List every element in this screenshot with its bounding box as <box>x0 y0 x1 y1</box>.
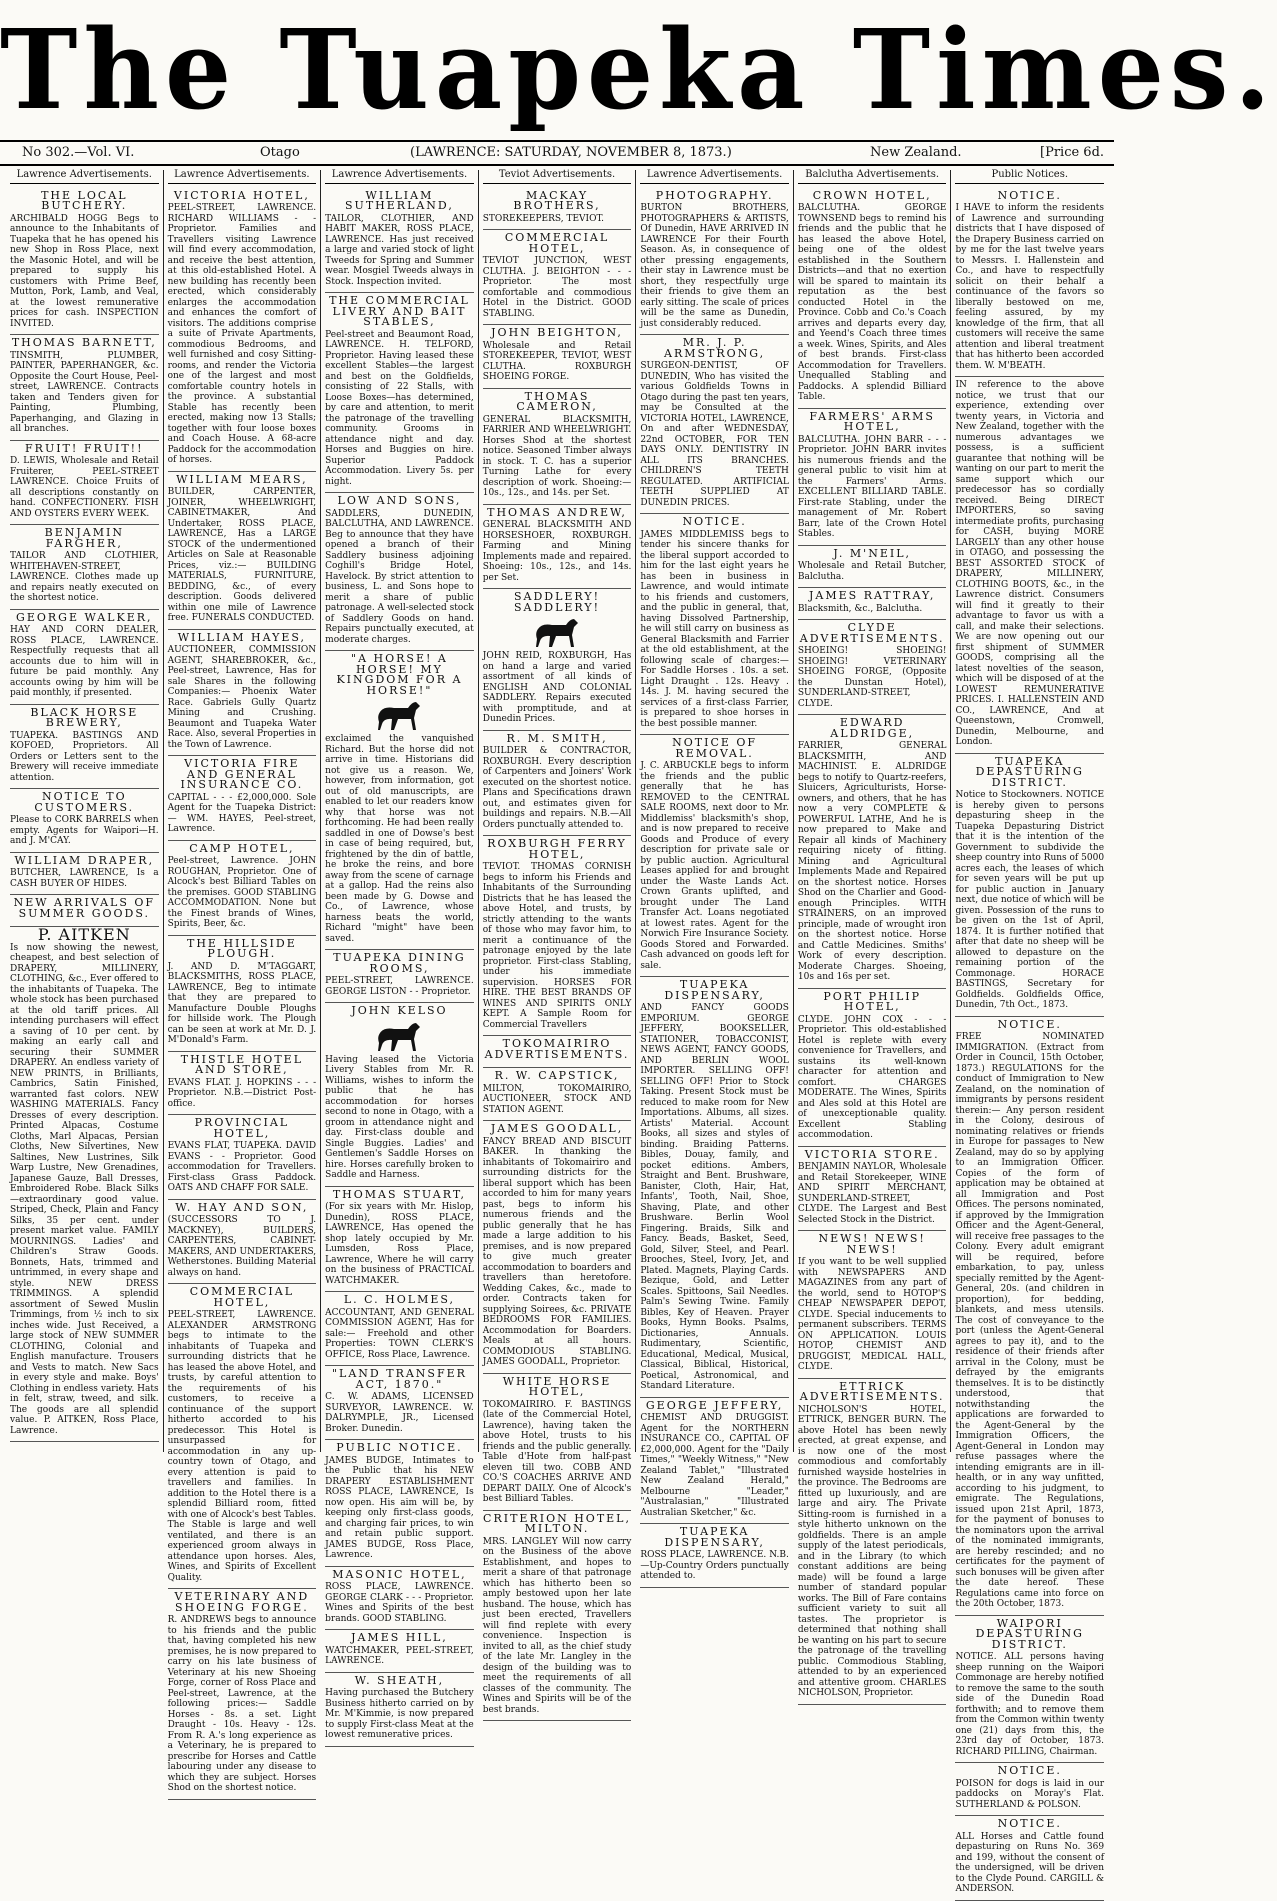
advertisement-text: ALL Horses and Cattle found depasturing on Runs No. 369 and 199, without the consent of the undersigned, will be driven to the Clyde Pound. CARGILL & ANDERSON. <box>955 1831 1105 1894</box>
advertisement-title: BENJAMIN FARGHER, <box>44 526 124 550</box>
masthead <box>0 0 1277 140</box>
advertisement-text: Blacksmith, &c., Balclutha. <box>797 603 923 614</box>
advertisement-title: "A HORSE! A HORSE! MY KINGDOM FOR A HORSE!" <box>336 652 463 697</box>
advertisement-text: BUTCHER, LAWRENCE, Is a CASH BUYER OF HIDES. <box>10 868 159 889</box>
advertisement-text: PEEL-STREET, LAWRENCE. RICHARD WILLIAMS - - Proprietor. Families and Travellers visiting Lawrence will find every accommodation, and receive the best attention, at this old-established Hotel. A new building has recently been erected, which considerably enlarges the accommodation and enhances the comfort of visitors. The additions comprise a suite of Private Apartments, commodious Bedrooms, and well furnished and cosy Sitting-rooms, and render the Victoria one of the largest and most comfortable country hotels in the province. A substantial Stable has recently been erected, making now 13 Stalls; together with four loose boxes and Coach House. A 68-acre Paddock for the accommodation of horses. <box>167 203 317 465</box>
advertisement <box>325 293 474 493</box>
advertisement-text: BALCLUTHA. JOHN BARR - - - Proprietor. JOHN BARR invites his numerous friends and the general public to visit him at the Farmers' Arms. EXCELLENT BILLIARD TABLE. First-rate Stabling, under the management of Mr. Robert Barr, late of the Crown Hotel Stables. <box>797 434 947 539</box>
advertisement-text: J. C. ARBUCKLE begs to inform the friends and the public generally that he has REMOVED to the CENTRAL SALE ROOMS, next door to Mr. Middlemiss' blacksmith's shop, and is now prepared to receive Goods and Produce of every description for private sale or by public auction. Agricultural Leases applied for and brought under the Waste Lands Act. Crown Grants uplifted, and brought under The Land Transfer Act. Loans negotiated at lowest rates. Agent for the Norwich Fire Insurance Society. Goods Stored and Forwarded. Cash advanced on goods left for sale. <box>640 761 789 971</box>
advertisement <box>483 836 632 1036</box>
advertisement-title: MACKAY BROTHERS, <box>513 188 601 212</box>
advertisement-title: THE HILLSIDE PLOUGH. <box>187 936 297 960</box>
advertisement-title: ETTRICK ADVERTISEMENTS. <box>799 1379 945 1403</box>
advertisement <box>168 841 317 936</box>
advertisement <box>798 546 947 589</box>
advertisement <box>483 505 632 590</box>
advertisement-text: R. ANDREWS begs to announce to his friends and the public that, having completed his new premises, he is now prepared to carry on his late business of Veterinary at his new Shoeing Forge, corner of Ross Place and Peel-street, Lawrence, at the following prices:— Saddle Horses - 8s. a set. Light Draught - 10s. Heavy - 12s. From R. A.'s long experience as a Veterinary, he is prepared to prescribe for Horses and Cattle labouring under any disease to which they are subject. Horses Shod on the shortest notice. <box>167 1615 317 1793</box>
advertisement-text: AUCTIONEER, COMMISSION AGENT, SHAREBROKER, &c., Peel-street, Lawrence, Has for sale Shares in the following Companies:— Phoenix Water Race. Gabriels Gully Quartz Mining and Crushing. Beaumont and Tuapeka Water Race. Also, several Properties in the Town of Lawrence. <box>167 645 317 750</box>
advertisement-title: PORT PHILIP HOTEL, <box>823 989 922 1013</box>
advertisement <box>168 1589 317 1800</box>
column-heading: Lawrence Advertisements. <box>10 170 159 184</box>
advertisement-text: TINSMITH, PLUMBER, PAINTER, PAPERHANGER, &c. Opposite the Court House, Peel-street, LAWRENCE. Contracts taken and Tenders given for Painting, Plumbing, Paperhanging, and Glazing in all branches. <box>10 350 159 434</box>
column-1 <box>6 170 164 1452</box>
advertisement <box>483 589 632 731</box>
advertisement <box>798 588 947 620</box>
advertisement <box>325 1366 474 1440</box>
advertisement-text: J. AND D. M'TAGGART, BLACKSMITHS, ROSS PLACE, LAWRENCE, Beg to intimate that they are prepared to Manufacture Double Ploughs for hillside work. The Plough can be seen at work at Mr. D. J. M'Donald's Farm. <box>167 961 317 1045</box>
advertisement-title: R. W. CAPSTICK, <box>494 1069 620 1082</box>
advertisement-title: NEW ARRIVALS OF SUMMER GOODS. <box>13 896 156 920</box>
advertisement-title: PHOTOGRAPHY. <box>655 188 774 202</box>
horse-icon <box>374 698 424 732</box>
advertisement-title: "LAND TRANSFER ACT, 1870." <box>331 1367 467 1391</box>
advertisement-title: CRITERION HOTEL, MILTON. <box>483 1511 631 1535</box>
advertisement-text: FARRIER, GENERAL BLACKSMITH, AND MACHINIST. E. ALDRIDGE begs to notify to Quartz-reefers, Sluicers, Agriculturists, Horse-owners, and others, that he has now a very COMPLETE & POWERFUL LATHE, And he is now prepared to Make and Repair all kinds of Machinery requiring nicety of fitting. Mining and Agricultural Implements Made and Repaired on the shortest notice. Horses Shod on the Charlier and Good-enough Principles. WITH STRAINERS, on an improved principle, made of wrought iron on the shortest notice. Horse and Cattle Medicines. Smiths' Work of every description. Moderate Charges. Shoeing, 10s and 16s per set. <box>797 741 947 982</box>
column-heading: Lawrence Advertisements. <box>325 170 474 184</box>
advertisement-text: BALCLUTHA. GEORGE TOWNSEND begs to remind his friends and the public that he has leased the above Hotel, being one of the oldest established in the Southern Districts—and that no exertion will be spared to maintain its reputation as the best conducted Hotel in the Province. Cobb and Co.'s Coach arrives and departs every day, and Yeend's Coach three times a week. Wines, Spirits, and Ales of best brands. First-class Accommodation for Travellers. Unequalled Stabling and Paddocks. A splendid Billiard Table. <box>797 203 947 402</box>
advertisement-text: I HAVE to inform the residents of Lawrence and surrounding districts that I have disposed of the Drapery Business carried on by me for the last twelve years to Messrs. I. Hallenstein and Co., and have to respectfully solicit on their behalf a continuance of the favors so liberally bestowed on me, feeling assured, by my knowledge of the firm, that all customers will receive the same attention and liberal treatment that has hitherto been accorded them. W. M'BEATH. <box>955 203 1105 371</box>
advertisement-title: PROVINCIAL HOTEL, <box>194 1116 290 1140</box>
advertisement-title: NOTICE. <box>682 515 747 528</box>
advertisement <box>483 1374 632 1511</box>
advertisement-title: TOKOMAIRIRO ADVERTISEMENTS. <box>484 1037 630 1061</box>
advertisement-text: JOHN REID, ROXBURGH, Has on hand a large and varied assortment of all kinds of ENGLISH AND COLONIAL SADDLERY. Repairs executed with promptitude, and at Dunedin Prices. <box>482 651 632 724</box>
advertisement-title: NOTICE OF REMOVAL. <box>672 736 758 760</box>
advertisement-text: BUILDER, CARPENTER, JOINER, WHEELWRIGHT, CABINETMAKER, And Undertaker, ROSS PLACE, LAWRENCE, Has a LARGE STOCK of the undermentioned Articles on Sale at Reasonable Prices, viz.:— BUILDING MATERIALS, FURNITURE, BEDDING, &c., of every description. Goods delivered within one mile of Lawrence free. FUNERALS CONDUCTED. <box>167 487 317 623</box>
column-6 <box>794 169 952 1698</box>
advertisement <box>168 188 317 472</box>
advertisement-text: STOREKEEPERS, TEVIOT. <box>482 213 605 224</box>
advertisement-text: SHOEING! SHOEING! SHOEING! VETERINARY SHOEING FORGE, (Opposite the Dunstan Hotel), SUNDERLAND-STREET, CLYDE. <box>797 646 947 709</box>
columns <box>6 169 1108 1894</box>
advertisement <box>955 1763 1104 1816</box>
advertisement-title: GEORGE JEFFERY, <box>645 1398 784 1412</box>
advertisement <box>168 1115 317 1200</box>
advertisement <box>168 936 317 1052</box>
advertisement <box>325 1673 474 1747</box>
advertisement <box>10 853 159 896</box>
advertisement <box>10 441 159 526</box>
advertisement-text: GENERAL BLACKSMITH AND HORSESHOER, ROXBURGH. Farming and Mining Implements made and repaired. Shoeing: 10s., 12s., and 14s. per Set. <box>482 520 632 583</box>
advertisement-text: NOTICE. ALL persons having sheep running on the Waipori Commonage are hereby notified to remove the same to the south side of the Dunedin Road forthwith; and to remove them from the Common within twenty one (21) days from this, the 23rd day of October, 1873. RICHARD PILLING, Chairman. <box>955 1652 1105 1757</box>
advertisement-title: THOMAS CAMERON, <box>516 389 598 413</box>
advertisement-text: Peel-street and Beaumont Road, LAWRENCE. H. TELFORD, Proprietor. Having leased these excellent Stables—the largest and best on the Goldfields, consisting of 22 Stalls, with Loose Boxes—has determined, by care and attention, to merit the patronage of the travelling community. Grooms in attendance night and day. Horses and Buggies on hire. Superior Paddock Accommodation. Livery 5s. per night. <box>325 329 474 487</box>
advertisement-title: CLYDE ADVERTISEMENTS. <box>799 621 945 645</box>
advertisement-title: COMMERCIAL HOTEL, <box>504 231 610 255</box>
advertisement-text: GENERAL BLACKSMITH, FARRIER AND WHEELWRIGHT. Horses Shod at the shortest notice. Seasoned Timber always in stock. T. C. has a superior Turning Lathe for every description of work. Shoeing:—10s., 12s., and 14s. per Set. <box>482 414 632 498</box>
advertisement-title: VICTORIA FIRE AND GENERAL INSURANCE CO. <box>180 757 304 791</box>
column-2 <box>164 169 322 1793</box>
advertisement <box>10 188 159 336</box>
advertisement-text: HAY AND CORN DEALER, ROSS PLACE, LAWRENCE. Respectfully requests that all accounts due to him will in future be paid monthly. Any accounts owing by him will be paid monthly, if presented. <box>10 625 159 698</box>
advertisement-title: WILLIAM DRAPER, <box>14 853 155 867</box>
advertisement <box>483 389 632 505</box>
advertisement <box>325 1567 474 1631</box>
advertisement-title: CROWN HOTEL, <box>812 188 932 202</box>
advertisement-text: Peel-street, Lawrence. JOHN ROUGHAN, Proprietor. One of Alcock's best Billiard Tables on the premises. GOOD STABLING ACCOMMODATION. None but the Finest brands of Wines, Spirits, Beer, &c. <box>167 856 317 929</box>
advertisement <box>325 1440 474 1567</box>
column-3 <box>321 169 479 1740</box>
advertisement <box>483 325 632 389</box>
advertisement-title: TUAPEKA DINING ROOMS, <box>333 951 466 975</box>
advertisement-title: JAMES RATTRAY, <box>809 589 936 602</box>
advertisement-title: NOTICE TO CUSTOMERS. <box>34 790 135 814</box>
advertisement-title: EDWARD ALDRIDGE, <box>830 716 915 740</box>
advertisement-title: NOTICE. <box>997 1764 1062 1777</box>
advertisement-text: JAMES BUDGE, Intimates to the Public that his NEW DRAPERY ESTABLISHMENT ROSS PLACE, LAWRENCE, Is now open. His aim will be, by keeping only first-class goods, and charging fair prices, to win and retain public support. JAMES BUDGE, Ross Place, Lawrence. <box>325 1455 474 1560</box>
advertisement-text: TAILOR AND CLOTHIER, WHITEHAVEN-STREET, LAWRENCE. Clothes made up and repairs neatly executed on the shortest notice. <box>10 551 159 603</box>
advertisement <box>955 1616 1104 1764</box>
advertisement-text: EVANS FLAT, TUAPEKA. DAVID EVANS - - Proprietor. Good accommodation for Travellers. First-class Grass Paddock. OATS AND CHAFF FOR SALE. <box>167 1141 317 1193</box>
advertisement-title: WILLIAM SUTHERLAND, <box>345 188 454 212</box>
advertisement-text: exclaimed the vanquished Richard. But the horse did not arrive in time. Historians did not give us a reason. We, however, from information, got out of old manuscripts, are enabled to let our readers know why that horse was not forthcoming. He had been really saddled in one of Dowse's best in case of being required, but, frightened by the din of battle, he broke the reins, and bore away from the scene of carnage at a gallop. Had the reins also been made by G. Dowse and Co., of Lawrence, whose harness beats the world, Richard "might" have been saved. <box>325 734 474 944</box>
advertisement-title: VETERINARY AND SHOEING FORGE. <box>174 1590 310 1614</box>
advertisement <box>325 950 474 1003</box>
advertisement <box>798 989 947 1147</box>
advertisement <box>955 1017 1104 1616</box>
column-5 <box>636 169 794 1581</box>
advertisement-title: BLACK HORSE BREWERY, <box>30 705 139 729</box>
column-heading: Lawrence Advertisements. <box>168 170 317 184</box>
advertisement-title: WHITE HORSE HOTEL, <box>502 1374 612 1398</box>
advertisement <box>798 715 947 989</box>
advertisement-title: SADDLERY! SADDLERY! <box>513 590 601 614</box>
advertisement-text: ARCHIBALD HOGG Begs to announce to the Inhabitants of Tuapeka that he has opened his new Shop in Ross Place, next the Masonic Hotel, and will be prepared to supply his customers with Prime Beef, Mutton, Pork, Lamb, and Veal, at the lowest remunerative prices for cash. INSPECTION INVITED. <box>10 213 159 329</box>
advertisement-title: L. C. HOLMES, <box>343 1293 456 1306</box>
advertisement-title: LOW AND SONS, <box>337 494 462 507</box>
advertisement <box>955 188 1104 378</box>
advertisement-text: NICHOLSON'S HOTEL, ETTRICK, BENGER BURN. The above Hotel has been newly erected, at great expense, and is now one of the most commodious and comfortably furnished wayside hostelries in the province. The Bedrooms are fitted up luxuriously, and are large and airy. The Private Sitting-room is furnished in a style hitherto unknown on the goldfields. There is an ample supply of the latest periodicals, and in the Library (to which constant additions are being made) will be found a large number of standard popular works. The Bill of Fare contains sufficient variety to suit all tastes. The proprietor is determined that nothing shall be wanting on his part to secure the patronage of the travelling public. Commodious Stabling, attended to by an experienced and attentive groom. CHARLES NICHOLSON, Proprietor. <box>797 1404 947 1698</box>
advertisement-title: NOTICE. <box>997 1017 1062 1031</box>
price: [Price 6d. <box>1040 145 1105 160</box>
advertisement-title: TUAPEKA DISPENSARY, <box>664 978 765 1002</box>
advertisement-text: SADDLERS, DUNEDIN, BALCLUTHA, AND LAWRENCE. Beg to announce that they have opened a branch of their Saddlery business adjoining Coghill's Bridge Hotel, Havelock. By strict attention to business, L. and Sons hope to merit a share of public patronage. A well-selected stock of Saddlery Goods on hand. Repairs punctually executed, at moderate charges. <box>325 508 474 645</box>
country: New Zealand. <box>870 145 962 160</box>
advertisement-text: AND FANCY GOODS EMPORIUM. GEORGE JEFFERY, BOOKSELLER, STATIONER, TOBACCONIST, NEWS AGENT, FANCY GOODS, AND BERLIN WOOL IMPORTER. SELLING OFF! SELLING OFF! Prior to Stock Taking. Present Stock must be reduced to make room for New Importations. Albums, all sizes. Artists' Material. Account Books, all sizes and styles of binding. Braiding Patterns. Bibles, Douay, family, and pocket editions. Ambers, Straight and Bent. Brushware, Banister, Cloth, Hair, Hat, Infants', Tooth, Nail, Shoe, Shaving, Plate, and other Brushware. Berlin Wool Fingering. Braids, Silk and Fancy. Beads, Basket, Seed, Gold, Silver, Steel, and Pearl. Brooches, Steel, Ivory, Jet, and Plated. Magnets, Playing Cards. Bezique, Gold, and Letter Scales. Spittoons, Sail Needles. Palm's Sewing Twine. Family Bibles, Key of Heaven. Prayer Books, Hymn Books. Psalms, Dictionaries, Annuals. Rudimentary, Scientific, Educational, Medical, Musical, Classical, Biblical, Historical, Poetical, Astronomical, and Standard Literature. <box>640 1003 789 1391</box>
horse-icon <box>532 615 582 649</box>
newspaper-title: The Tuapeka Times. <box>0 5 1277 135</box>
advertisement <box>325 1292 474 1366</box>
advertisement <box>168 630 317 757</box>
advertisement-text: FANCY BREAD AND BISCUIT BAKER. In thanking the inhabitants of Tokomairiro and surrounding districts for the liberal support which has been accorded to him for many years past, begs to inform his numerous friends and the public generally that he has made a large addition to his premises, and is now prepared to give much greater accommodation to boarders and travellers than heretofore. Wedding Cakes, &c., made to order. Contracts taken for supplying Soirees, &c. PRIVATE BEDROOMS FOR FAMILIES. Accommodation for Boarders. Meals at all hours. COMMODIOUS STABLING. JAMES GOODALL, Proprietor. <box>482 1136 632 1367</box>
advertisement-title: W. HAY AND SON, <box>175 1200 309 1214</box>
advertisement-text: WATCHMAKER, PEEL-STREET, LAWRENCE. <box>325 1645 474 1666</box>
advertisement-text: JAMES MIDDLEMISS begs to tender his sincere thanks for the liberal support accorded to him for the last eight years he has been in business in Lawrence, and would intimate to his friends and customers, and the public in general, that, having Dissolved Partnership, he will still carry on business as General Blacksmith and Farrier at the old establishment, at the following scale of charges:— For Saddle Horses . 10s. a set. Light Draught . 12s. Heavy . 14s. J. M. having secured the services of a first-class Farrier, is prepared to shoe horses in the best possible manner. <box>640 529 789 729</box>
advertisement <box>10 705 159 790</box>
advertisement <box>168 1200 317 1285</box>
advertisement <box>325 493 474 651</box>
advertisement <box>325 1630 474 1673</box>
column-heading: Teviot Advertisements. <box>483 170 632 184</box>
advertisement-title: VICTORIA STORE. <box>804 1147 940 1161</box>
advertisement-title: WILLIAM HAYES, <box>177 630 307 644</box>
column-7 <box>951 169 1108 1894</box>
advertisement-text: Is now showing the newest, cheapest, and best selection of DRAPERY, MILLINERY, CLOTHING, &c., Ever offered to the inhabitants of Tuapeka. The whole stock has been purchased at the old tariff prices. All intending purchasers will effect a saving of 10 per cent. by making an early call and securing their SUMMER DRAPERY. An endless variety of NEW PRINTS, in Brilliants, Cambrics, Satin Finished, warranted fast colors. NEW WASHING MATERIALS. Fancy Dresses of every description. Printed Alpacas, Costume Cloths, Marl Alpacas, Persian Cloths, New Silvertines, New Saltines, New Lustrines, Silk Warp Lustre, New Grenadines, Japanese Gauze, Ball Dresses, Embroidered Robe. Black Silks—extraordinary good value. Striped, Check, Plain and Fancy Silks, 35 per cent. under present market value. FAMILY MOURNINGS. Ladies' and Children's Straw Goods. Bonnets, Hats, trimmed and untrimmed, in every shape and style. NEW DRESS TRIMMINGS. A splendid assortment of Sewed Muslin Trimmings, from ½ inch to six inches wide. Just Received, a large stock of NEW SUMMER CLOTHING, Colonial and English manufacture. Trousers and Vests to match. New Sacs in every style and make. Boys' Clothing in endless variety. Hats in felt, straw, tweed, and silk. The goods are all splendid value. P. AITKEN, Ross Place, Lawrence. <box>10 942 159 1436</box>
advertisement <box>168 1052 317 1116</box>
advertisement <box>955 754 1104 1017</box>
advertisement-text: CLYDE. JOHN COX - - - Proprietor. This old-established Hotel is replete with every convenience for Travellers, and sustains its well-known character for attention and comfort. CHARGES MODERATE. The Wines, Spirits and Ales sold at this Hotel are of unexceptionable quality. Excellent Stabling accommodation. <box>797 1014 947 1140</box>
issue-number: No 302.—Vol. VI. <box>22 145 135 160</box>
advertisement-title: GEORGE WALKER, <box>16 610 153 624</box>
advertisement <box>798 409 947 546</box>
advertisement-text: ACCOUNTANT, AND GENERAL COMMISSION AGENT, Has for sale:— Freehold and other Properties: TOWN CLERK'S OFFICE, Ross Place, Lawrence. <box>325 1307 474 1360</box>
advertisement-text: TAILOR, CLOTHIER, AND HABIT MAKER, ROSS PLACE, LAWRENCE. Has just received a large and varied stock of light Tweeds for Spring and Summer wear. Mosgiel Tweeds always in Stock. Inspection invited. <box>325 213 474 287</box>
advertisement <box>798 1147 947 1232</box>
advertisement-title: JOHN KELSO <box>351 1004 448 1017</box>
advertisement-title: TUAPEKA DISPENSARY, <box>664 1525 765 1549</box>
advertisement-text: MRS. LANGLEY Will now carry on the Business of the above Establishment, and hopes to merit a share of that patronage which has hitherto been so amply bestowed upon her late husband. The house, which has just been erected, Travellers will find replete with every convenience. Inspection is invited to all, as the chief study of the late Mr. Langley in the design of the building was to meet the requirements of all classes of the community. The Wines and Spirits will be of the best brands. <box>482 1536 632 1715</box>
advertisement <box>483 731 632 837</box>
advertisement <box>640 1524 789 1588</box>
advertisement <box>955 1816 1104 1901</box>
advertisement-title: VICTORIA HOTEL, <box>173 188 310 202</box>
column-4 <box>479 169 637 1715</box>
advertisement-text: PEEL-STREET, LAWRENCE. ALEXANDER ARMSTRONG begs to intimate to the inhabitants of Tuapeka and surrounding districts that he has leased the above Hotel, and trusts, by careful attention to the requirements of his customers, to receive a continuance of the support hitherto accorded to his predecessor. This Hotel is unsurpassed for accommodation in any up-country town of Otago, and every attention is paid to travellers and families. In addition to the Hotel there is a splendid Billiard room, fitted with one of Alcock's best Tables. The Stable is large and well ventilated, and there is an experienced groom always in attendance upon horses. Ales, Wines, and Spirits of Excellent Quality. <box>167 1310 317 1583</box>
advertisement <box>640 514 789 735</box>
advertisement-title: THE LOCAL BUTCHERY. <box>41 188 128 212</box>
advertisement <box>640 977 789 1398</box>
advertisement-text: If you want to be well supplied with NEWSPAPERS AND MAGAZINES from any part of the world, send to HOTOP'S CHEAP NEWSPAPER DEPOT, CLYDE. Special inducements to permanent subscribers. TERMS ON APPLICATION. LOUIS HOTOP, CHEMIST AND DRUGGIST, MEDICAL HALL, CLYDE. <box>797 1257 947 1372</box>
advertisement-text: TOKOMAIRIRO. F. BASTINGS (late of the Commercial Hotel, Lawrence), having taken the above Hotel, trusts to his friends and the public generally. Table d'Hote from half-past eleven till two. COBB AND CO.'S COACHES ARRIVE AND DEPART DAILY. One of Alcock's best Billiard Tables. <box>482 1399 632 1504</box>
advertisement-title: WILLIAM MEARS, <box>176 472 308 486</box>
advertisement-title: JOHN BEIGHTON, <box>491 326 623 339</box>
advertisement <box>955 377 1104 754</box>
advertisement <box>10 525 159 610</box>
advertisement-title: THOMAS STUART, <box>332 1187 467 1201</box>
advertisement-text: FREE NOMINATED IMMIGRATION. (Extract from Order in Council, 15th October, 1873.) REGULATIONS for the conduct of Immigration to New Zealand, on the nomination of immigrants by persons resident therein:— Any person resident in the Colony, desirous of nominating relatives or friends in Europe for passages to New Zealand, may do so by applying to an Immigration Officer. Copies of the form of application may be obtained at all Immigration and Post Offices. The persons nominated, if approved by the Immigration Officer and the Agent-General, will receive free passages to the Colony. Every adult emigrant will be required, before embarkation, to pay, unless specially remitted by the Agent-General, 20s. (and children in proportion), for bedding, blankets, and mess utensils. The cost of conveyance to the port (unless the Agent-General agrees to pay it), and to the residence of their friends after arrival in the Colony, must be defrayed by the emigrants themselves. It is to be distinctly understood, that notwithstanding the applications are forwarded to the Agent-General by the Immigration Officers, the Agent-General in London may refuse passages where the intending emigrants are in ill-health, or in any way unfitted, according to his judgment, to emigrate. The Regulations, issued upon 21st April, 1873, for the payment of bonuses to the nominators upon the arrival of the nominated immigrants, are hereby rescinded; and no certificates for the payment of such bonuses will be given after the date hereof. These Regulations came into force on the 20th October, 1873. <box>955 1032 1105 1609</box>
advertisement <box>640 735 789 977</box>
advertisement <box>483 1511 632 1722</box>
advertisement <box>798 1231 947 1379</box>
advertisement <box>168 472 317 630</box>
advertisement <box>10 789 159 853</box>
advertisement <box>483 1036 632 1068</box>
advertisement-title: R. M. SMITH, <box>506 731 608 745</box>
advertisement-title: FARMERS' ARMS HOTEL, <box>809 409 935 433</box>
advertisement-text: EVANS FLAT. J. HOPKINS - - - Proprietor. N.B.—District Post-office. <box>167 1077 317 1109</box>
advertisement-text: BENJAMIN NAYLOR, Wholesale and Retail Storekeeper, WINE AND SPIRIT MERCHANT, SUNDERLAND-STREET, CLYDE. The Largest and Best Selected Stock in the District. <box>797 1162 947 1225</box>
advertisement <box>798 188 947 409</box>
advertisement <box>325 1003 474 1187</box>
advertisement-text: TUAPEKA. BASTINGS AND KOFOED, Proprietors. All Orders or Letters sent to the Brewery will receive immediate attention. <box>10 730 159 783</box>
dateline <box>0 140 1114 166</box>
advertisement <box>10 610 159 705</box>
advertisement-text: Wholesale and Retail STOREKEEPER, TEVIOT, WEST CLUTHA. ROXBURGH SHOEING FORGE. <box>482 340 632 382</box>
advertisement-text: (For six years with Mr. Hislop, Dunedin), ROSS PLACE, LAWRENCE, Has opened the shop lately occupied by Mr. Lumsden, Ross Place, Lawrence, Where he will carry on the business of PRACTICAL WATCHMAKER. <box>325 1202 474 1286</box>
advertisement <box>483 230 632 325</box>
advertisement-title: THOMAS ANDREW, <box>487 505 627 519</box>
advertisement-text: Having purchased the Butchery Business hitherto carried on by Mr. M'Kimmie, is now prepared to supply First-class Meat at the lowest remunerative prices. <box>325 1688 474 1740</box>
advertisement <box>483 1121 632 1374</box>
advertisement-title: NOTICE. <box>997 1817 1062 1830</box>
advertisement-text: ROSS PLACE, LAWRENCE. N.B.—Up-Country Orders punctually attended to. <box>640 1550 789 1581</box>
advertisement-title: W. SHEATH, <box>354 1673 445 1687</box>
advertisement-text: POISON for dogs is laid in our paddocks on Moray's Flat. SUTHERLAND & POLSON. <box>955 1778 1105 1810</box>
advertisement <box>168 756 317 841</box>
advertisement-title: ROXBURGH FERRY HOTEL, <box>487 837 627 861</box>
advertisement-title: JAMES HILL, <box>351 1631 448 1644</box>
advertisement-text: C. W. ADAMS, LICENSED SURVEYOR, LAWRENCE. W. DALRYMPLE, JR., Licensed Broker. Dunedin. <box>325 1392 474 1434</box>
advertisement <box>10 895 159 927</box>
advertisement-text: D. LEWIS, Wholesale and Retail Fruiterer, PEEL-STREET LAWRENCE. Choice Fruits of all descriptions constantly on hand. CONFECTIONERY. FISH AND OYSTERS EVERY WEEK. <box>10 456 159 519</box>
advertisement-title: MR. J. P. ARMSTRONG, <box>664 336 766 360</box>
advertisement-text: ROSS PLACE, LAWRENCE. GEORGE CLARK - - - Proprietor. Wines and Spirits of the best brands. GOOD STABLING. <box>325 1582 474 1624</box>
advertisement <box>640 188 789 336</box>
advertisement <box>483 188 632 231</box>
advertisement-title: COMMERCIAL HOTEL, <box>189 1285 295 1309</box>
advertisement-text: BUILDER & CONTRACTOR, ROXBURGH. Every description of Carpenters and Joiners' Work executed on the shortest notice. Plans and Specifications drawn out, and estimates given for buildings and repairs. N.B.—All Orders punctually attended to. <box>482 746 632 830</box>
advertisement-text: (SUCCESSORS TO J. MACKNEY), BUILDERS, CARPENTERS, CABINET-MAKERS, AND UNDERTAKERS, Wetherstones. Building Material always on hand. <box>167 1215 317 1278</box>
advertisement <box>798 620 947 715</box>
advertisement <box>640 335 789 514</box>
advertisement <box>798 1379 947 1705</box>
place: Otago <box>260 145 300 160</box>
advertisement <box>10 335 159 441</box>
advertisement-title: MASONIC HOTEL, <box>332 1567 467 1581</box>
issue-date: (LAWRENCE: SATURDAY, NOVEMBER 8, 1873.) <box>410 145 732 160</box>
advertisement-title: J. M'NEIL, <box>833 546 911 560</box>
advertisement-text: Please to CORK BARRELS when empty. Agents for Waipori—H. and J. M'CAY. <box>10 815 159 846</box>
advertisement-title: THISTLE HOTEL AND STORE, <box>180 1052 303 1076</box>
advertisement-text: Wholesale and Retail Butcher, Balclutha. <box>797 561 947 582</box>
advertisement-title: WAIPORI DEPASTURING DISTRICT. <box>975 1616 1084 1651</box>
advertisement-text: TEVIOT JUNCTION, WEST CLUTHA. J. BEIGHTON - - - Proprietor. The most comfortable and commodious Hotel in the District. GOOD STABLING. <box>482 256 632 319</box>
advertisement <box>483 1068 632 1121</box>
advertisement-title: THE COMMERCIAL LIVERY AND BAIT STABLES, <box>329 294 470 328</box>
advertisement-text: BURTON BROTHERS, PHOTOGRAPHERS & ARTISTS, Of Dunedin, HAVE ARRIVED IN LAWRENCE For their Fourth Season. As, in consequence of other pressing engagements, their stay in Lawrence must be short, they respectfully urge their friends to give them an early sitting. The scale of prices will be the same as Dunedin, just considerably reduced. <box>640 203 789 329</box>
advertisement-title: CAMP HOTEL, <box>189 841 295 855</box>
advertisement-title: THOMAS BARNETT, <box>11 336 157 349</box>
advertisement-title: FRUIT! FRUIT!! <box>25 441 144 455</box>
advertisement-text: MILTON, TOKOMAIRIRO, AUCTIONEER, STOCK AND STATION AGENT. <box>482 1083 632 1115</box>
advertisement <box>325 188 474 294</box>
column-heading: Public Notices. <box>955 170 1104 184</box>
advertisement-text: PEEL-STREET, LAWRENCE. GEORGE LISTON - - Proprietor. <box>325 976 474 997</box>
advertisement-title: JAMES GOODALL, <box>490 1122 624 1135</box>
advertisement <box>640 1398 789 1525</box>
advertisement-text: CHEMIST AND DRUGGIST. Agent for the NORTHERN INSURANCE CO., CAPITAL OF £2,000,000. Agent for the "Daily Times," "Weekly Witness," "New Zealand Tablet," "Illustrated New Zealand Herald," Melbourne "Leader," "Australasian," "Illustrated Australian Sketcher," &c. <box>640 1413 789 1518</box>
advertisement-title: NEWS! NEWS! NEWS! <box>818 1232 926 1256</box>
column-heading: Lawrence Advertisements. <box>640 170 789 184</box>
advertisement <box>10 927 159 1442</box>
advertisement <box>325 651 474 950</box>
advertisement-text: IN reference to the above notice, we trust that our experience, extending over twenty years, in Victoria and New Zealand, together with the numerous advantages we possess, is a sufficient guarantee that nothing will be wanting on our part to merit the same support which our predecessor has so cordially received. Being DIRECT IMPORTERS, so saving intermediate profits, purchasing for CASH, buying MORE LARGELY than any other house in OTAGO, and possessing the BEST ASSORTED STOCK of DRAPERY, MILLINERY, CLOTHING BOOTS, &c., in the Lawrence district. Consumers will find it greatly to their advantage to favor us with a call, and make their selections. We are now opening out our first shipment of SUMMER GOODS, comprising all the latest novelties of the season, which will be disposed of at the LOWEST REMUNERATIVE PRICES. I. HALLENSTEIN AND CO., LAWRENCE, And at Queenstown, Cromwell, Dunedin, Melbourne, and London. <box>955 380 1105 747</box>
advertisement-title: NOTICE. <box>997 188 1062 202</box>
advertisement-text: Having leased the Victoria Livery Stables from Mr. R. Williams, wishes to inform the public that he has accommodation for horses second to none in Otago, with a groom in attendance night and day. First-class double and Single Buggies. Ladies' and Gentlemen's Saddle Horses on hire. Horses carefully broken to Saddle and Harness. <box>325 1054 474 1180</box>
advertisement-title: P. AITKEN <box>37 925 131 944</box>
horse-icon <box>374 1019 424 1053</box>
advertisement-text: SURGEON-DENTIST, OF DUNEDIN, Who has visited the various Goldfields Towns in Otago during the past ten years, may be Consulted at the VICTORIA HOTEL, LAWRENCE, On and after WEDNESDAY, 22nd OCTOBER, FOR TEN DAYS ONLY. DENTISTRY IN ALL ITS BRANCHES. CHILDREN'S TEETH REGULATED. ARTIFICIAL TEETH SUPPLIED AT DUNEDIN PRICES. <box>640 361 789 508</box>
advertisement-text: CAPITAL - - - £2,000,000. Sole Agent for the Tuapeka District:— WM. HAYES, Peel-street, Lawrence. <box>167 792 317 834</box>
advertisement-title: PUBLIC NOTICE. <box>336 1441 463 1454</box>
advertisement-text: Notice to Stockowners. NOTICE is hereby given to persons depasturing sheep in the Tuapeka Depasturing District that it is the intention of the Government to subdivide the sheep country into Runs of 5000 acres each, the leases of which for seven years will be put up for public auction in January next, due notice of which will be given. Possession of the runs to be given on the 1st of April, 1874. It is further notified that after that date no sheep will be allowed to depasture on the remaining portion of the Commonage. HORACE BASTINGS, Secretary for Goldfields. Goldfields Office, Dunedin, 7th Oct., 1873. <box>955 790 1105 1010</box>
advertisement <box>168 1284 317 1589</box>
advertisement-title: TUAPEKA DEPASTURING DISTRICT. <box>975 754 1084 789</box>
advertisement <box>325 1187 474 1293</box>
advertisement-text: TEVIOT. THOMAS CORNISH begs to inform his Friends and Inhabitants of the Surrounding Districts that he has leased the above Hotel, and trusts, by strictly attending to the wants of those who may favor him, to merit a continuance of the patronage enjoyed by the late proprietor. First-class Stabling, under his immediate supervision. HORSES FOR HIRE. THE BEST BRANDS OF WINES AND SPIRITS ONLY KEPT. A Sample Room for Commercial Travellers <box>482 862 632 1030</box>
column-heading: Balclutha Advertisements. <box>798 170 947 184</box>
